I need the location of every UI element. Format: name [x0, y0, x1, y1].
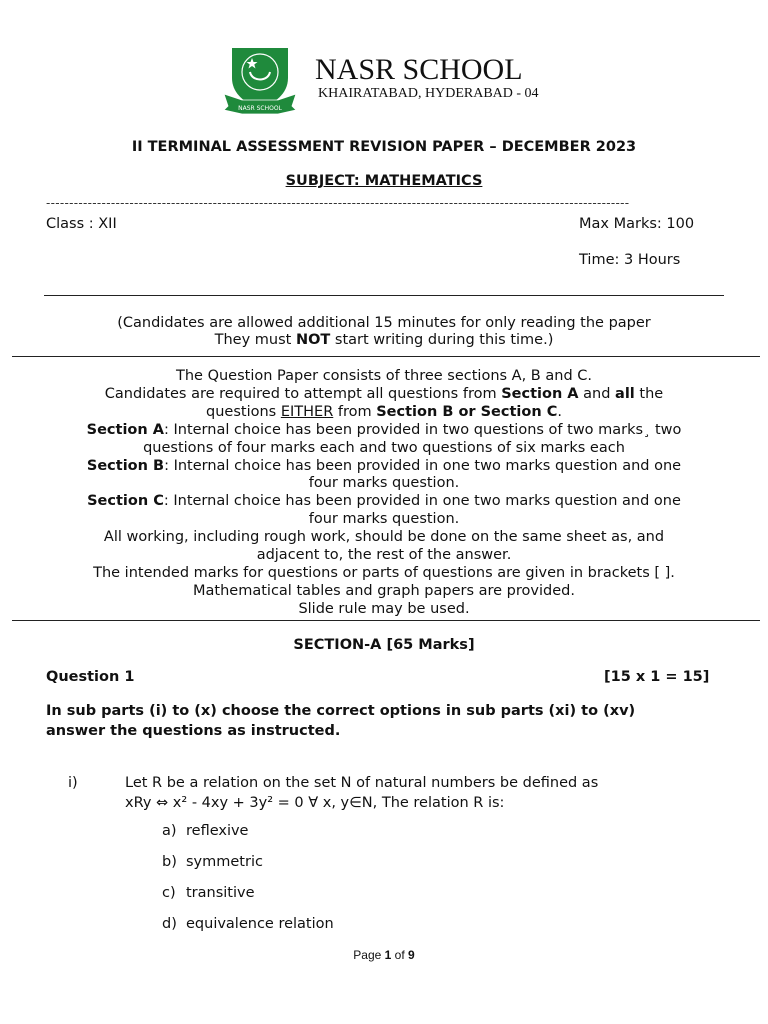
subpart-text-line2: xRy ⇔ x² - 4xy + 3y² = 0 ∀ x, y∈N, The relation R is:: [125, 795, 505, 811]
time-allowed: Time: 3 Hours: [579, 252, 681, 268]
section-a-heading: SECTION-A [65 Marks]: [293, 637, 475, 653]
dashed-divider: ------------------------------------------------------------------------------------------------------------------------------: [46, 197, 630, 209]
question-1-label: Question 1: [46, 669, 135, 685]
school-address: KHAIRATABAD, HYDERABAD - 04: [318, 86, 539, 101]
reading-note-line1: (Candidates are allowed additional 15 minutes for only reading the paper: [117, 315, 651, 331]
option-a: a) reflexive: [162, 823, 249, 839]
question-1-instruction-line2: answer the questions as instructed.: [46, 723, 341, 739]
logo-banner-text: NASR SCHOOL: [238, 105, 282, 112]
max-marks: Max Marks: 100: [579, 216, 695, 232]
instructions-block: The Question Paper consists of three sections A, B and C. Candidates are required to attempt all questions from Section A and all the questions EITHER from Section B or Section C. Section A: Internal choice has been provided in two questions of two marks¸ two questions of four marks each and two questions of six marks each Section B: Internal choice has been provided in one two marks question and one four marks question. Section C: Internal choice has been provided in one two marks question and one four marks question. All working, including rough work, should be done on the same sheet as, and adjacent to, the rest of the answer. The intended marks for questions or parts of questions are given in brackets [ ]. Mathematical tables and graph papers are provided. Slide rule may be used.: [86, 368, 682, 617]
school-name: NASR SCHOOL: [315, 53, 523, 86]
option-c: c) transitive: [162, 885, 255, 901]
paper-title: II TERMINAL ASSESSMENT REVISION PAPER – DECEMBER 2023: [131, 139, 637, 155]
question-1-marks: [15 x 1 = 15]: [604, 669, 710, 685]
option-d: d) equivalence relation: [162, 916, 334, 932]
page-footer: Page 1 of 9: [353, 948, 415, 962]
class-label: Class : XII: [46, 216, 117, 232]
subpart-number: i): [68, 775, 78, 791]
divider: [44, 295, 724, 296]
option-b: b) symmetric: [162, 854, 263, 870]
logo-shield: [232, 48, 288, 108]
divider: [12, 356, 760, 357]
paper-subject: SUBJECT: MATHEMATICS: [285, 173, 483, 189]
subpart-text-line1: Let R be a relation on the set N of natural numbers be defined as: [125, 775, 599, 791]
divider: [12, 620, 760, 621]
school-logo: [222, 44, 298, 116]
question-1-instruction-line1: In sub parts (i) to (x) choose the correct options in sub parts (xi) to (xv): [46, 703, 636, 719]
reading-note-line2: They must NOT start writing during this time.): [214, 332, 554, 348]
